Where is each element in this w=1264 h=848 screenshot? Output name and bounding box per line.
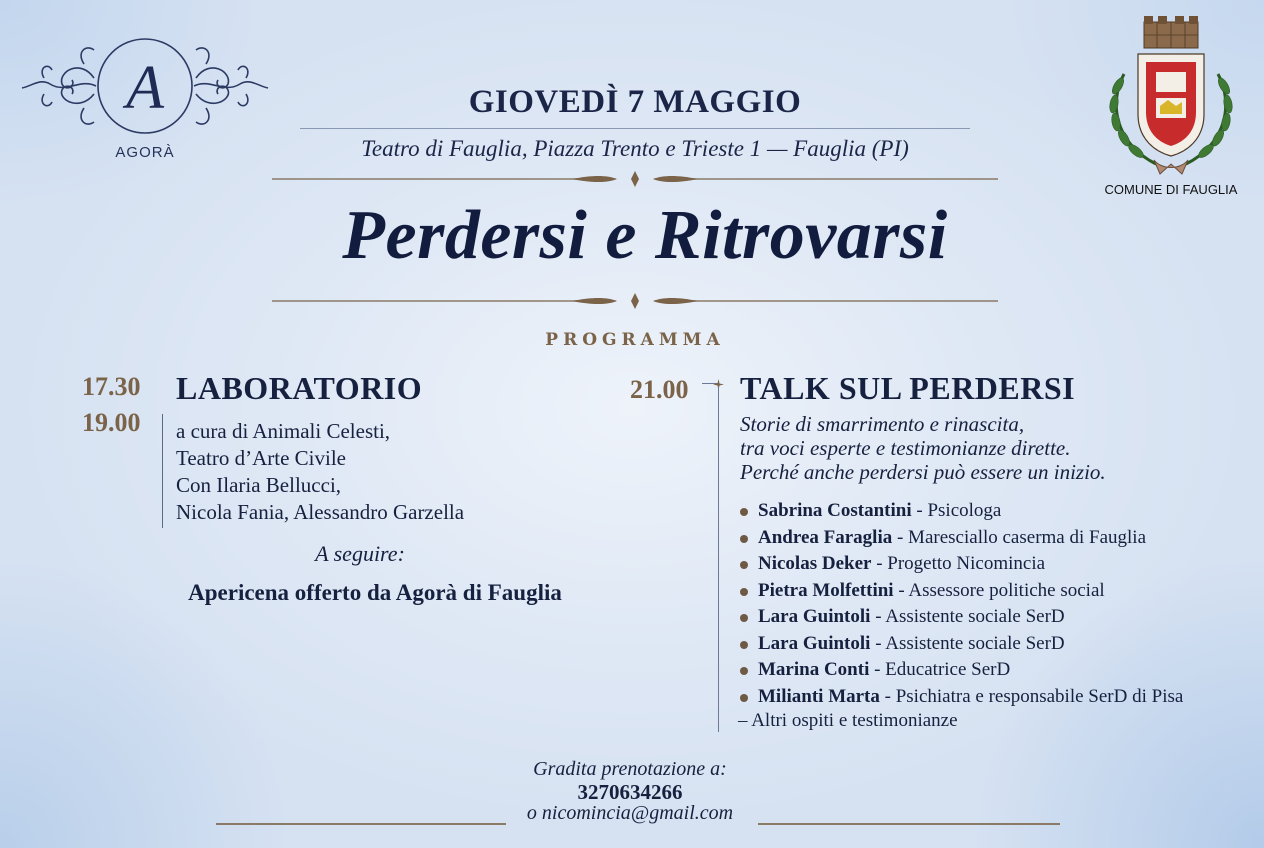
talk-intro-line: Storie di smarrimento e rinascita, xyxy=(740,412,1025,436)
programma-heading: PROGRAMMA xyxy=(545,330,725,350)
list-item xyxy=(738,551,1183,578)
agora-logo xyxy=(14,28,276,168)
bullet-icon xyxy=(740,641,748,649)
bullet-icon xyxy=(740,561,748,569)
lab-title: LABORATORIO xyxy=(176,370,423,406)
guest-name: Pietra Molfettini xyxy=(758,579,894,601)
bullet-icon xyxy=(740,508,748,516)
guest-name: Andrea Faraglia xyxy=(758,526,893,548)
lab-time-end: 19.00 xyxy=(82,408,141,437)
guest-name: Lara Guintoli xyxy=(758,632,871,654)
guest-role: - Progetto Nicomincia xyxy=(871,553,1046,574)
agora-label: AGORÀ xyxy=(115,144,175,161)
guest-role: - Psichiatra e responsabile SerD di Pisa xyxy=(879,685,1184,707)
bottom-rule-left xyxy=(216,823,506,825)
talk-time: 21.00 xyxy=(630,375,689,404)
bullet-icon xyxy=(740,588,748,596)
booking-phone: 3270634266 xyxy=(577,780,683,804)
ornament-divider-icon xyxy=(272,170,998,190)
list-item xyxy=(738,604,1183,631)
lab-desc-line: a cura di Animali Celesti, xyxy=(176,419,391,443)
guest-name: Nicolas Deker xyxy=(758,553,872,574)
lab-time-start: 17.30 xyxy=(82,372,141,401)
talk-intro-line: tra voci esperte e testimonianze dirette. xyxy=(740,436,1071,460)
list-item xyxy=(738,631,1183,658)
talk-intro-line: Perché anche perdersi può essere un inizio. xyxy=(740,460,1106,484)
bullet-icon xyxy=(740,614,748,622)
lab-vertical-line xyxy=(162,414,163,528)
apericena-text: Apericena offerto da Agorà di Fauglia xyxy=(188,580,562,605)
agora-logo-emblem xyxy=(14,28,276,148)
booking-label: Gradita prenotazione a: xyxy=(533,758,727,780)
lab-desc-line: Teatro d’Arte Civile xyxy=(176,446,346,470)
event-date: GIOVEDÌ 7 MAGGIO xyxy=(468,84,802,120)
list-item xyxy=(738,684,1183,711)
guest-role: - Psicologa xyxy=(911,500,1002,521)
ornament-divider-icon xyxy=(272,292,998,312)
guest-name: Milianti Marta xyxy=(758,685,880,707)
coat-of-arms-icon xyxy=(1096,14,1246,179)
list-item xyxy=(738,498,1183,525)
agora-monogram: A xyxy=(126,54,164,122)
bottom-rule-right xyxy=(758,823,1060,825)
talk-vertical-line xyxy=(718,386,719,732)
guest-name: Sabrina Costantini xyxy=(758,500,912,521)
talk-title: TALK SUL PERDERSI xyxy=(740,370,1076,406)
comune-logo xyxy=(1096,14,1246,204)
extra-guests: – Altri ospiti e testimonianze xyxy=(738,710,958,731)
ornament-divider-bottom xyxy=(272,292,998,312)
guest-role: - Maresciallo caserma di Fauglia xyxy=(892,526,1146,548)
list-item xyxy=(738,525,1183,552)
guest-role: - Assistente sociale SerD xyxy=(870,606,1065,627)
bullet-icon xyxy=(740,535,748,543)
event-venue: Teatro di Fauglia, Piazza Trento e Trieste 1 — Fauglia (PI) xyxy=(361,136,909,161)
guest-role: - Educatrice SerD xyxy=(869,659,1011,680)
event-title: Perdersi e Ritrovarsi xyxy=(342,197,948,274)
date-divider xyxy=(300,128,970,129)
lab-description xyxy=(176,418,464,526)
ornament-divider-top xyxy=(272,170,998,190)
comune-label: COMUNE DI FAUGLIA xyxy=(1104,182,1238,197)
talk-intro xyxy=(740,412,1106,484)
bullet-icon xyxy=(740,667,748,675)
lab-desc-line: Nicola Fania, Alessandro Garzella xyxy=(176,500,465,524)
lab-desc-line: Con Ilaria Bellucci, xyxy=(176,473,342,497)
list-item xyxy=(738,657,1183,684)
bullet-icon xyxy=(740,694,748,702)
booking-email: o nicomincia@gmail.com xyxy=(526,802,734,824)
list-item xyxy=(738,578,1183,605)
guest-name: Lara Guintoli xyxy=(758,606,871,627)
guest-role: - Assistente sociale SerD xyxy=(870,632,1065,654)
guest-list xyxy=(738,498,1183,710)
guest-name: Marina Conti xyxy=(758,659,870,680)
a-seguire-label: A seguire: xyxy=(315,541,405,566)
guest-role: - Assessore politiche social xyxy=(893,579,1105,601)
